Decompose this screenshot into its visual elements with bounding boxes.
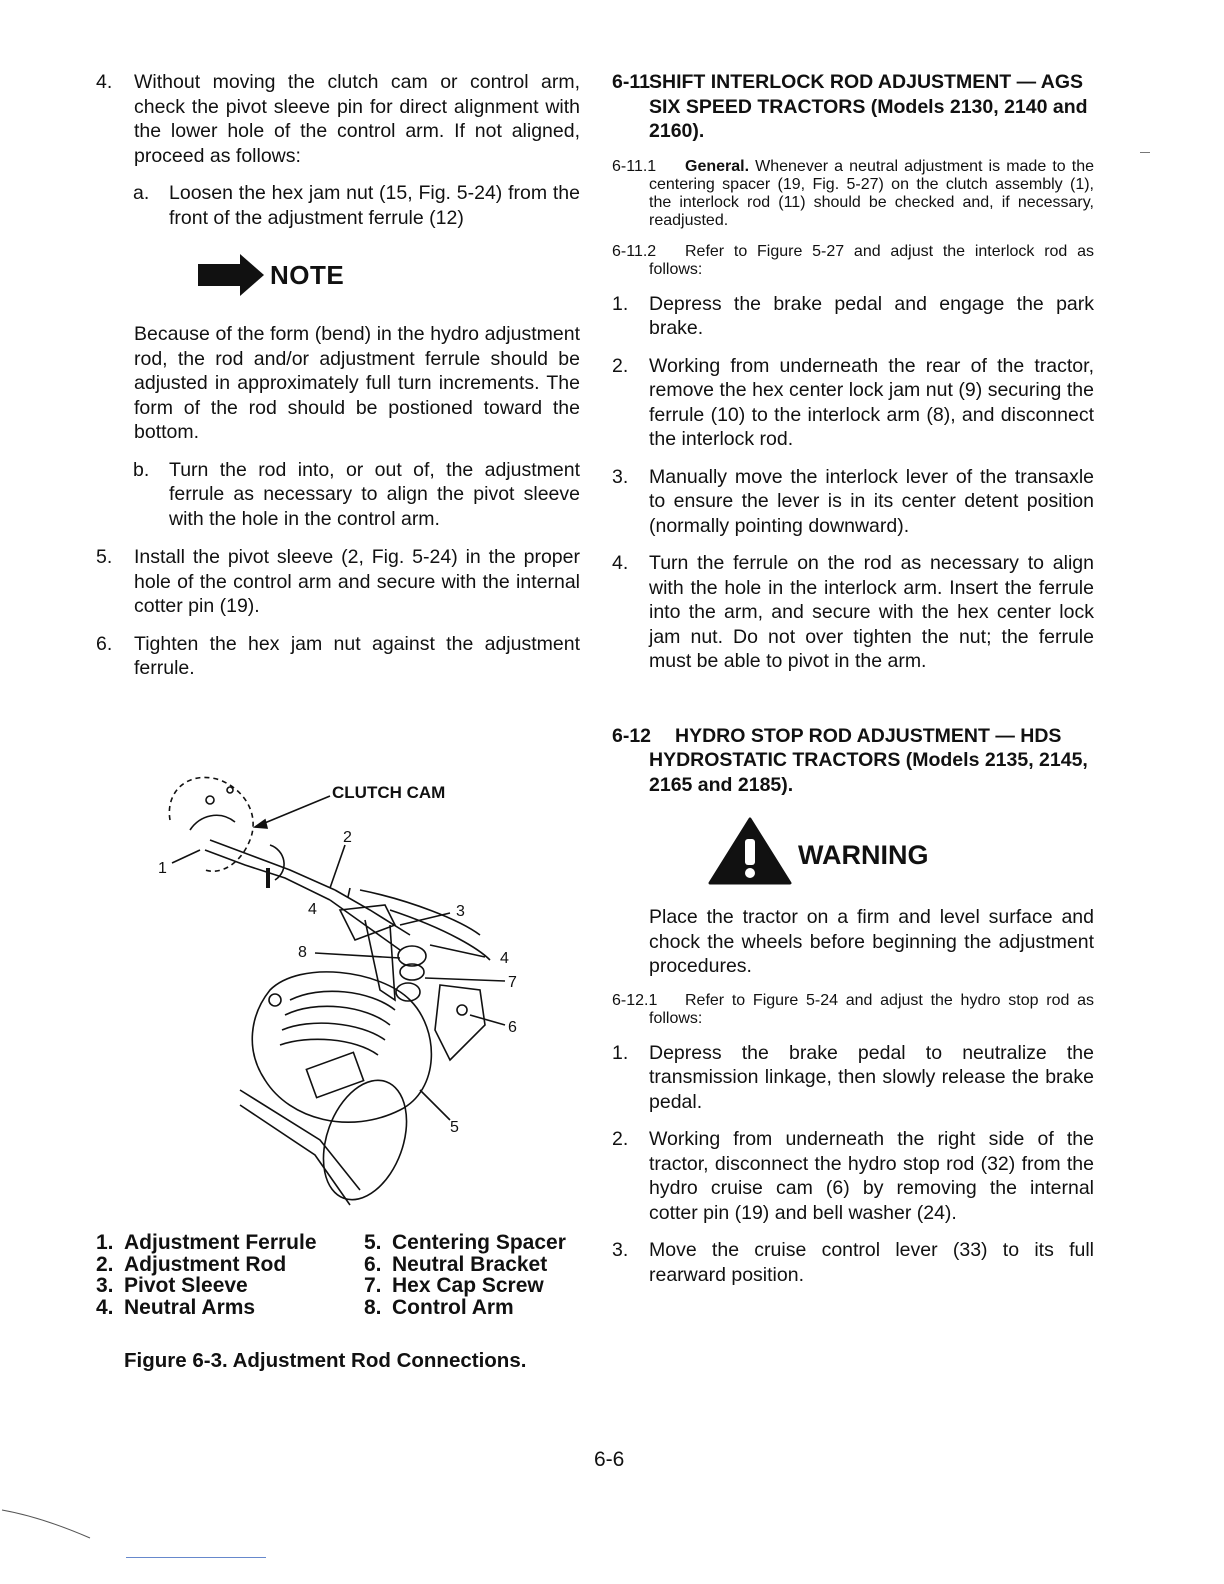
figure-caption: Figure 6-3. Adjustment Rod Connections. <box>124 1349 527 1372</box>
section-number: 6-11 <box>612 71 650 93</box>
legend-item <box>96 1232 364 1254</box>
step-number: 6. <box>96 632 113 655</box>
note-callout <box>198 250 580 300</box>
legend-num: 7. <box>364 1274 382 1297</box>
callout-4-lower: 4 <box>500 950 509 967</box>
legend-item <box>364 1232 566 1254</box>
legend-row <box>96 1275 586 1297</box>
step-4b <box>96 458 580 532</box>
legend-item <box>364 1297 514 1319</box>
step-text: Move the cruise control lever (33) to its full rearward position. <box>649 1239 1094 1286</box>
page-number: 6-6 <box>594 1448 625 1471</box>
note-label: NOTE <box>270 259 345 290</box>
paragraph-text: Refer to Figure 5-27 and adjust the interlock rod as follows: <box>649 242 1094 278</box>
callout-4-upper: 4 <box>308 901 317 918</box>
legend-label: Adjustment Rod <box>124 1252 287 1276</box>
legend-label: Hex Cap Screw <box>392 1274 544 1297</box>
figure-legend <box>96 1232 586 1318</box>
step-text: Loosen the hex jam nut (15, Fig. 5-24) from the front of the adjustment ferrule (12) <box>169 182 580 229</box>
section-6-12-heading <box>612 724 1094 798</box>
warning-triangle-icon <box>708 817 792 885</box>
legend-row <box>96 1232 586 1254</box>
paragraph-6-11-1 <box>612 158 1094 230</box>
step-number: 4. <box>96 71 113 93</box>
legend-num: 1. <box>96 1231 114 1254</box>
arrow-right-icon <box>198 254 264 296</box>
legend-item <box>364 1254 547 1276</box>
legend-label: Centering Spacer <box>392 1231 566 1254</box>
legend-label: Neutral Arms <box>124 1295 256 1319</box>
step-6 <box>96 632 580 681</box>
right-column <box>612 70 1094 1300</box>
step-text: Depress the brake pedal and engage the park brake. <box>649 292 1094 339</box>
note-text: Because of the form (bend) in the hydro adjustment rod, the rod and/or adjustment ferrule should be adjusted in approximately full turn increments. The form of the rod should be postioned toward the bottom. <box>134 323 580 443</box>
step-text: Turn the ferrule on the rod as necessary to align with the hole in the interlock arm. Insert the ferrule into the arm, and secure with the hex center lock jam nut. Do not over tighten the nut; the ferrule must be able to pivot in the arm. <box>649 552 1094 672</box>
legend-label: Neutral Bracket <box>392 1252 548 1276</box>
step-number: 1. <box>612 1041 629 1064</box>
paragraph-number: 6-12.1 <box>612 991 658 1009</box>
step-text: Install the pivot sleeve (2, Fig. 5-24) in the proper hole of the control arm and secure with the internal cotter pin (19). <box>134 546 580 617</box>
legend-num: 2. <box>96 1252 114 1276</box>
legend-num: 6. <box>364 1252 382 1276</box>
scan-dash <box>1140 152 1150 153</box>
step-611-2 <box>612 354 1094 452</box>
scan-line <box>126 1557 266 1558</box>
step-611-1 <box>612 292 1094 341</box>
legend-label: Pivot Sleeve <box>124 1274 248 1297</box>
step-text: Without moving the clutch cam or control arm, check the pivot sleeve pin for direct alignment with the lower hole of the control arm. If not aligned, proceed as follows: <box>134 71 580 167</box>
callout-5: 5 <box>450 1119 459 1136</box>
step-611-3 <box>612 465 1094 539</box>
section-title: SHIFT INTERLOCK ROD ADJUSTMENT — AGS SIX SPEED TRACTORS (Models 2130, 2140 and 2160). <box>649 71 1088 142</box>
step-number: 4. <box>612 552 629 574</box>
callout-8: 8 <box>298 944 307 961</box>
legend-item <box>96 1297 364 1319</box>
step-text: Manually move the interlock lever of the transaxle to ensure the lever is in its center detent position (normally pointing downward). <box>649 465 1094 537</box>
legend-item <box>364 1275 544 1297</box>
warning-callout <box>708 817 1094 885</box>
step-number: 1. <box>612 292 629 315</box>
callout-6: 6 <box>508 1019 517 1036</box>
callout-1: 1 <box>158 860 167 877</box>
step-text: Depress the brake pedal to neutralize the transmission linkage, then slowly release the brake pedal. <box>649 1041 1094 1113</box>
paragraph-lead: General. <box>685 157 750 175</box>
legend-label: Adjustment Ferrule <box>124 1231 317 1254</box>
step-text: Turn the rod into, or out of, the adjustment ferrule as necessary to align the pivot sleeve with the hole in the control arm. <box>169 458 580 530</box>
section-title: HYDRO STOP ROD ADJUSTMENT — HDS HYDROSTATIC TRACTORS (Models 2135, 2145, 2165 and 2185). <box>649 724 1088 796</box>
step-letter: b. <box>133 458 150 481</box>
paragraph-6-11-2 <box>612 243 1094 279</box>
step-4 <box>96 70 580 168</box>
step-text: Working from underneath the right side of the tractor, disconnect the hydro stop rod (32) from the hydro cruise cam (6) by removing the internal cotter pin (19) and bell washer (24). <box>649 1128 1094 1224</box>
section-number: 6-12 <box>612 724 652 747</box>
legend-row <box>96 1297 586 1319</box>
legend-row <box>96 1254 586 1276</box>
step-612-1 <box>612 1041 1094 1115</box>
paragraph-text: Refer to Figure 5-24 and adjust the hydro stop rod as follows: <box>649 991 1094 1027</box>
step-number: 5. <box>96 546 113 568</box>
section-6-11-heading <box>612 70 1094 144</box>
paragraph-6-12-1 <box>612 992 1094 1028</box>
callout-clutch-cam: CLUTCH CAM <box>332 783 446 802</box>
step-text: Working from underneath the rear of the tractor, remove the hex center lock jam nut (9) securing the ferrule (10) to the interlock arm (8), and disconnect the interlock rod. <box>649 354 1094 450</box>
step-612-3 <box>612 1238 1094 1287</box>
legend-num: 5. <box>364 1231 382 1254</box>
step-number: 2. <box>612 354 629 377</box>
legend-num: 3. <box>96 1274 114 1297</box>
step-number: 3. <box>612 1239 629 1261</box>
legend-item <box>96 1254 364 1276</box>
step-text: Tighten the hex jam nut against the adjustment ferrule. <box>134 632 580 679</box>
legend-num: 4. <box>96 1295 114 1319</box>
scan-mark <box>0 1490 100 1550</box>
paragraph-text: Whenever a neutral adjustment is made to the centering spacer (19, Fig. 5-27) on the clutch assembly (1), the interlock rod (11) should be checked and, if necessary, readjusted. <box>649 157 1094 229</box>
callout-3: 3 <box>456 903 465 920</box>
legend-item <box>96 1275 364 1297</box>
step-5 <box>96 545 580 619</box>
warning-text: Place the tractor on a firm and level surface and chock the wheels before beginning the adjustment procedures. <box>649 906 1094 977</box>
step-number: 2. <box>612 1128 629 1150</box>
legend-label: Control Arm <box>392 1295 514 1319</box>
adjustment-rod-illustration <box>150 760 580 1220</box>
step-letter: a. <box>133 182 150 204</box>
paragraph-number: 6-11.2 <box>612 242 657 260</box>
legend-num: 8. <box>364 1295 382 1319</box>
callout-7: 7 <box>508 974 517 991</box>
step-4a <box>96 181 580 230</box>
step-number: 3. <box>612 465 629 488</box>
step-612-2 <box>612 1127 1094 1225</box>
warning-label: WARNING <box>798 839 929 870</box>
callout-2: 2 <box>343 829 352 846</box>
left-column <box>96 70 580 694</box>
step-611-4 <box>612 551 1094 674</box>
paragraph-number: 6-11.1 <box>612 157 657 175</box>
